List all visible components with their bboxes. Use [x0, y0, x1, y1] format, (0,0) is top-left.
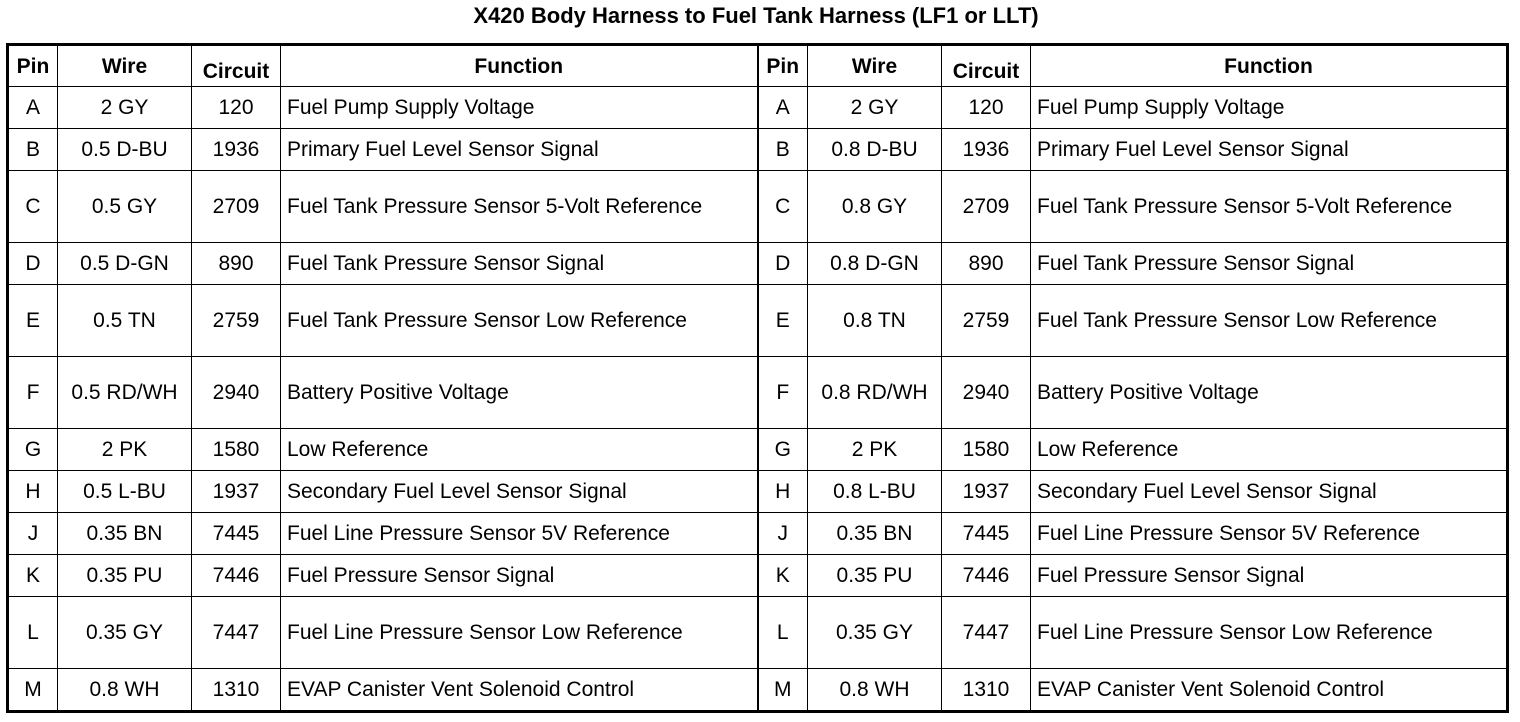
cell-wire: 0.8 TN [808, 285, 942, 357]
cell-pin: K [758, 555, 808, 597]
cell-pin: H [758, 471, 808, 513]
cell-pin: D [758, 243, 808, 285]
cell-function: Fuel Tank Pressure Sensor Signal [1031, 243, 1508, 285]
cell-function: Primary Fuel Level Sensor Signal [1031, 129, 1508, 171]
cell-wire: 0.35 BN [58, 513, 192, 555]
cell-wire: 2 PK [58, 429, 192, 471]
cell-wire: 0.8 RD/WH [808, 357, 942, 429]
cell-circuit: 7446 [942, 555, 1031, 597]
cell-wire: 2 GY [808, 87, 942, 129]
cell-function: Fuel Pump Supply Voltage [1031, 87, 1508, 129]
header-circuit: Circuit [942, 45, 1031, 87]
header-circuit: Circuit [192, 45, 281, 87]
pinout-rows [8, 87, 1508, 712]
header-function: Function [281, 45, 758, 87]
cell-circuit: 7445 [942, 513, 1031, 555]
connector-pinout-table [6, 43, 1509, 713]
cell-function: Fuel Tank Pressure Sensor Low Reference [281, 285, 758, 357]
cell-function: Fuel Line Pressure Sensor Low Reference [281, 597, 758, 669]
cell-function: Fuel Tank Pressure Sensor Low Reference [1031, 285, 1508, 357]
cell-wire: 0.5 RD/WH [58, 357, 192, 429]
cell-function: Primary Fuel Level Sensor Signal [281, 129, 758, 171]
table-row [8, 129, 1508, 171]
cell-wire: 0.8 D-BU [808, 129, 942, 171]
cell-pin: F [758, 357, 808, 429]
cell-circuit: 1310 [192, 669, 281, 712]
cell-wire: 0.8 WH [808, 669, 942, 712]
cell-wire: 2 GY [58, 87, 192, 129]
cell-function: Secondary Fuel Level Sensor Signal [1031, 471, 1508, 513]
cell-pin: E [758, 285, 808, 357]
cell-circuit: 120 [942, 87, 1031, 129]
cell-pin: A [8, 87, 58, 129]
header-row [8, 45, 1508, 87]
cell-pin: A [758, 87, 808, 129]
header-function: Function [1031, 45, 1508, 87]
cell-circuit: 2759 [192, 285, 281, 357]
cell-wire: 0.5 D-GN [58, 243, 192, 285]
cell-circuit: 120 [192, 87, 281, 129]
cell-function: Fuel Line Pressure Sensor Low Reference [1031, 597, 1508, 669]
header-pin: Pin [8, 45, 58, 87]
table-row [8, 471, 1508, 513]
cell-function: Battery Positive Voltage [281, 357, 758, 429]
cell-circuit: 1937 [192, 471, 281, 513]
table-row [8, 513, 1508, 555]
header-wire: Wire [808, 45, 942, 87]
table-row [8, 429, 1508, 471]
table-row [8, 87, 1508, 129]
cell-pin: B [8, 129, 58, 171]
cell-circuit: 1580 [192, 429, 281, 471]
cell-function: Fuel Pump Supply Voltage [281, 87, 758, 129]
cell-wire: 2 PK [808, 429, 942, 471]
cell-wire: 0.5 L-BU [58, 471, 192, 513]
cell-circuit: 2940 [942, 357, 1031, 429]
cell-pin: L [758, 597, 808, 669]
cell-pin: M [8, 669, 58, 712]
header-pin: Pin [758, 45, 808, 87]
cell-function: EVAP Canister Vent Solenoid Control [1031, 669, 1508, 712]
cell-circuit: 2759 [942, 285, 1031, 357]
cell-pin: J [8, 513, 58, 555]
cell-wire: 0.35 BN [808, 513, 942, 555]
cell-circuit: 1936 [192, 129, 281, 171]
cell-pin: B [758, 129, 808, 171]
cell-circuit: 890 [942, 243, 1031, 285]
cell-pin: F [8, 357, 58, 429]
cell-function: Fuel Line Pressure Sensor 5V Reference [281, 513, 758, 555]
cell-wire: 0.5 D-BU [58, 129, 192, 171]
cell-circuit: 7447 [942, 597, 1031, 669]
cell-function: Fuel Line Pressure Sensor 5V Reference [1031, 513, 1508, 555]
cell-wire: 0.35 PU [58, 555, 192, 597]
cell-circuit: 2709 [192, 171, 281, 243]
cell-function: Fuel Tank Pressure Sensor 5-Volt Reference [1031, 171, 1508, 243]
cell-function: Low Reference [281, 429, 758, 471]
table-row [8, 669, 1508, 712]
cell-circuit: 1936 [942, 129, 1031, 171]
cell-function: Fuel Pressure Sensor Signal [281, 555, 758, 597]
table-row [8, 171, 1508, 243]
table-row [8, 555, 1508, 597]
table-row [8, 357, 1508, 429]
cell-pin: D [8, 243, 58, 285]
cell-circuit: 890 [192, 243, 281, 285]
cell-function: Low Reference [1031, 429, 1508, 471]
cell-circuit: 1580 [942, 429, 1031, 471]
cell-pin: L [8, 597, 58, 669]
cell-wire: 0.8 WH [58, 669, 192, 712]
table-row [8, 597, 1508, 669]
cell-pin: J [758, 513, 808, 555]
cell-pin: H [8, 471, 58, 513]
cell-wire: 0.35 GY [58, 597, 192, 669]
cell-pin: E [8, 285, 58, 357]
cell-wire: 0.8 GY [808, 171, 942, 243]
cell-wire: 0.5 TN [58, 285, 192, 357]
cell-wire: 0.35 GY [808, 597, 942, 669]
cell-circuit: 1310 [942, 669, 1031, 712]
cell-wire: 0.8 L-BU [808, 471, 942, 513]
cell-wire: 0.5 GY [58, 171, 192, 243]
cell-circuit: 2940 [192, 357, 281, 429]
table-row [8, 285, 1508, 357]
document-title: X420 Body Harness to Fuel Tank Harness (LF1 or LLT) [473, 3, 1039, 28]
header-wire: Wire [58, 45, 192, 87]
cell-pin: G [758, 429, 808, 471]
cell-circuit: 7445 [192, 513, 281, 555]
cell-function: Fuel Tank Pressure Sensor 5-Volt Reference [281, 171, 758, 243]
cell-wire: 0.8 D-GN [808, 243, 942, 285]
cell-function: Fuel Pressure Sensor Signal [1031, 555, 1508, 597]
cell-circuit: 1937 [942, 471, 1031, 513]
cell-circuit: 2709 [942, 171, 1031, 243]
cell-pin: M [758, 669, 808, 712]
cell-pin: C [8, 171, 58, 243]
cell-wire: 0.35 PU [808, 555, 942, 597]
table-row [8, 243, 1508, 285]
cell-pin: K [8, 555, 58, 597]
cell-circuit: 7447 [192, 597, 281, 669]
cell-pin: G [8, 429, 58, 471]
cell-function: EVAP Canister Vent Solenoid Control [281, 669, 758, 712]
cell-pin: C [758, 171, 808, 243]
cell-circuit: 7446 [192, 555, 281, 597]
cell-function: Fuel Tank Pressure Sensor Signal [281, 243, 758, 285]
cell-function: Battery Positive Voltage [1031, 357, 1508, 429]
cell-function: Secondary Fuel Level Sensor Signal [281, 471, 758, 513]
